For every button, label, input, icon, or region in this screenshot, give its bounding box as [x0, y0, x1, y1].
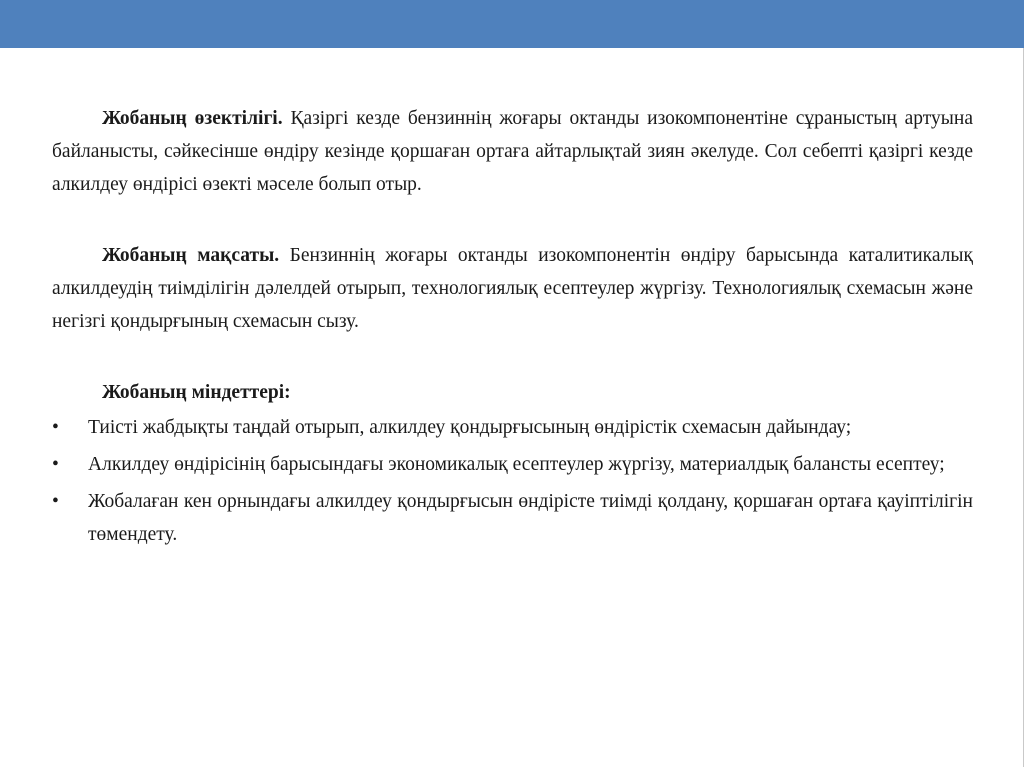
- task-text: Тиісті жабдықты таңдай отырып, алкилдеу қондырғысының өндірістік схемасын дайындау;: [88, 417, 852, 438]
- tasks-list: [52, 411, 973, 551]
- goal-heading: Жобаның мақсаты.: [102, 245, 280, 266]
- tasks-heading: Жобаның міндеттері:: [102, 382, 291, 403]
- relevance-paragraph: [52, 102, 973, 201]
- list-item: [52, 411, 973, 444]
- relevance-heading: Жобаның өзектілігі.: [102, 108, 283, 129]
- goal-text: Бензиннің жоғары октанды изокомпонентін өндіру барысында каталитикалық алкилдеудің тиімділігін дәлелдей отырып, технологиялық есептеулер жүргізу. Технологиялық схемасын және негізгі қондырғының схемасын сызу.: [52, 245, 973, 332]
- relevance-text: Қазіргі кезде бензиннің жоғары октанды изокомпонентіне сұраныстың артуына байланысты, сәйкесінше өндіру кезінде қоршаған ортаға айтарлықтай зиян әкелуде. Сол себепті қазіргі кезде алкилдеу өндірісі өзекті мәселе болып отыр.: [52, 108, 973, 195]
- header-bar: [0, 0, 1024, 48]
- slide-content: [52, 102, 973, 555]
- goal-paragraph: [52, 239, 973, 338]
- list-item: [52, 485, 973, 551]
- list-item: [52, 448, 973, 481]
- task-text: Жобалаған кен орнындағы алкилдеу қондырғысын өндірісте тиімді қолдану, қоршаған ортаға қауіптілігін төмендету.: [88, 491, 973, 545]
- task-text: Алкилдеу өндірісінің барысындағы экономикалық есептеулер жүргізу, материалдық балансты есептеу;: [88, 454, 945, 475]
- bullet-icon: •: [52, 491, 59, 512]
- bullet-icon: •: [52, 454, 59, 475]
- bullet-icon: •: [52, 417, 59, 438]
